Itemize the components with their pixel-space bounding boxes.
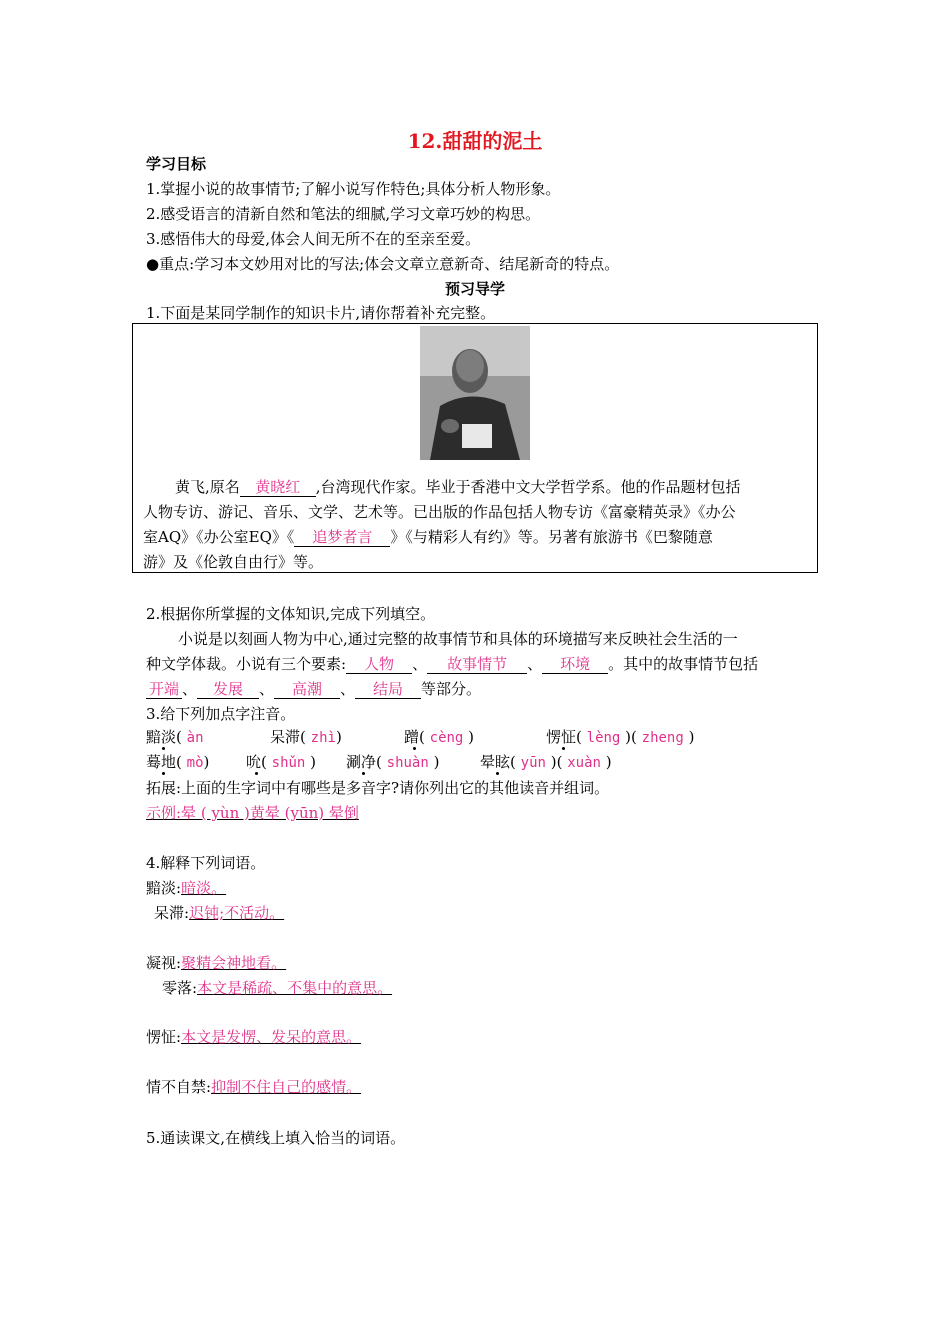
card-line-4: 游》及《伦敦自由行》等。	[143, 553, 324, 571]
author-photo	[420, 326, 530, 460]
card-line-1: 黄飞,原名 黄晓红 ,台湾现代作家。毕业于香港中文大学哲学系。他的作品题材包括	[175, 478, 741, 496]
preview-heading: 预习导学	[444, 280, 505, 298]
answer-plot-ending: 结局	[355, 680, 421, 699]
pinyin-item-6: 吮( shǔn )	[246, 753, 316, 771]
objective-3: 3.感悟伟大的母爱,体会人间无所不在的至亲至爱。	[146, 230, 481, 248]
knowledge-card	[132, 323, 818, 573]
definition-2: 呆滞:迟钝;不活动。	[154, 904, 285, 922]
question-2-text-3: 开端 、 发展 、 高潮 、 结局 等部分。	[146, 678, 481, 699]
definition-1: 黯淡:暗淡。	[146, 879, 227, 897]
question-2-text-2: 种文学体裁。小说有三个要素: 人物 、 故事情节 、 环境 。其中的故事情节包括	[146, 655, 759, 673]
answer-element-characters: 人物	[346, 655, 412, 674]
definition-3: 凝视:聚精会神地看。	[146, 954, 287, 972]
pinyin-item-1: 黯淡( àn	[146, 728, 204, 746]
card-line-3: 室AQ》《办公室EQ》《 追梦者言 》《与精彩人有约》等。另著有旅游书《巴黎随意	[143, 528, 713, 546]
objective-key-point: ●重点:学习本文妙用对比的写法;体会文章立意新奇、结尾新奇的特点。	[146, 255, 620, 273]
question-2: 2.根据你所掌握的文体知识,完成下列填空。	[146, 605, 436, 623]
question-5: 5.通读课文,在横线上填入恰当的词语。	[146, 1129, 406, 1147]
pinyin-item-2: 呆滞( zhì)	[270, 728, 342, 746]
pinyin-item-7: 涮净( shuàn )	[346, 753, 440, 771]
answer-book-title: 追梦者言	[294, 528, 390, 547]
answer-plot-development: 发展	[197, 680, 259, 699]
answer-element-plot: 故事情节	[427, 655, 527, 674]
answer-element-setting: 环境	[542, 655, 608, 674]
objective-1: 1.掌握小说的故事情节;了解小说写作特色;具体分析人物形象。	[146, 180, 561, 198]
page-title: 12.甜甜的泥土	[407, 129, 543, 153]
card-line-2: 人物专访、游记、音乐、文学、艺术等。已出版的作品包括人物专访《富豪精英录》《办公	[143, 503, 736, 521]
pinyin-item-5: 蓦地( mò)	[146, 753, 210, 771]
answer-original-name: 黄晓红	[240, 478, 316, 497]
extension-answer: 示例:晕 ( yùn )黄晕 (yūn) 晕倒	[146, 804, 359, 822]
objectives-heading: 学习目标	[146, 155, 207, 173]
objective-2: 2.感受语言的清新自然和笔法的细腻,学习文章巧妙的构思。	[146, 205, 541, 223]
question-2-text-1: 小说是以刻画人物为中心,通过完整的故事情节和具体的环境描写来反映社会生活的一	[178, 630, 738, 648]
definition-4: 零落:本文是稀疏、不集中的意思。	[162, 979, 393, 997]
question-3: 3.给下列加点字注音。	[146, 705, 296, 723]
answer-plot-climax: 高潮	[274, 680, 340, 699]
definition-6: 情不自禁:抑制不住自己的感情。	[146, 1078, 362, 1096]
pinyin-item-3: 蹭( cèng )	[404, 728, 474, 746]
question-1: 1.下面是某同学制作的知识卡片,请你帮着补充完整。	[146, 304, 496, 322]
answer-plot-beginning: 开端	[146, 680, 182, 699]
pinyin-item-4: 愣怔( lèng )( zheng )	[546, 728, 695, 746]
definition-5: 愣怔:本文是发愣、发呆的意思。	[146, 1028, 362, 1046]
question-4: 4.解释下列词语。	[146, 854, 266, 872]
pinyin-item-8: 晕眩( yūn )( xuàn )	[480, 753, 612, 771]
extension-question: 拓展:上面的生字词中有哪些是多音字?请你列出它的其他读音并组词。	[146, 779, 610, 797]
